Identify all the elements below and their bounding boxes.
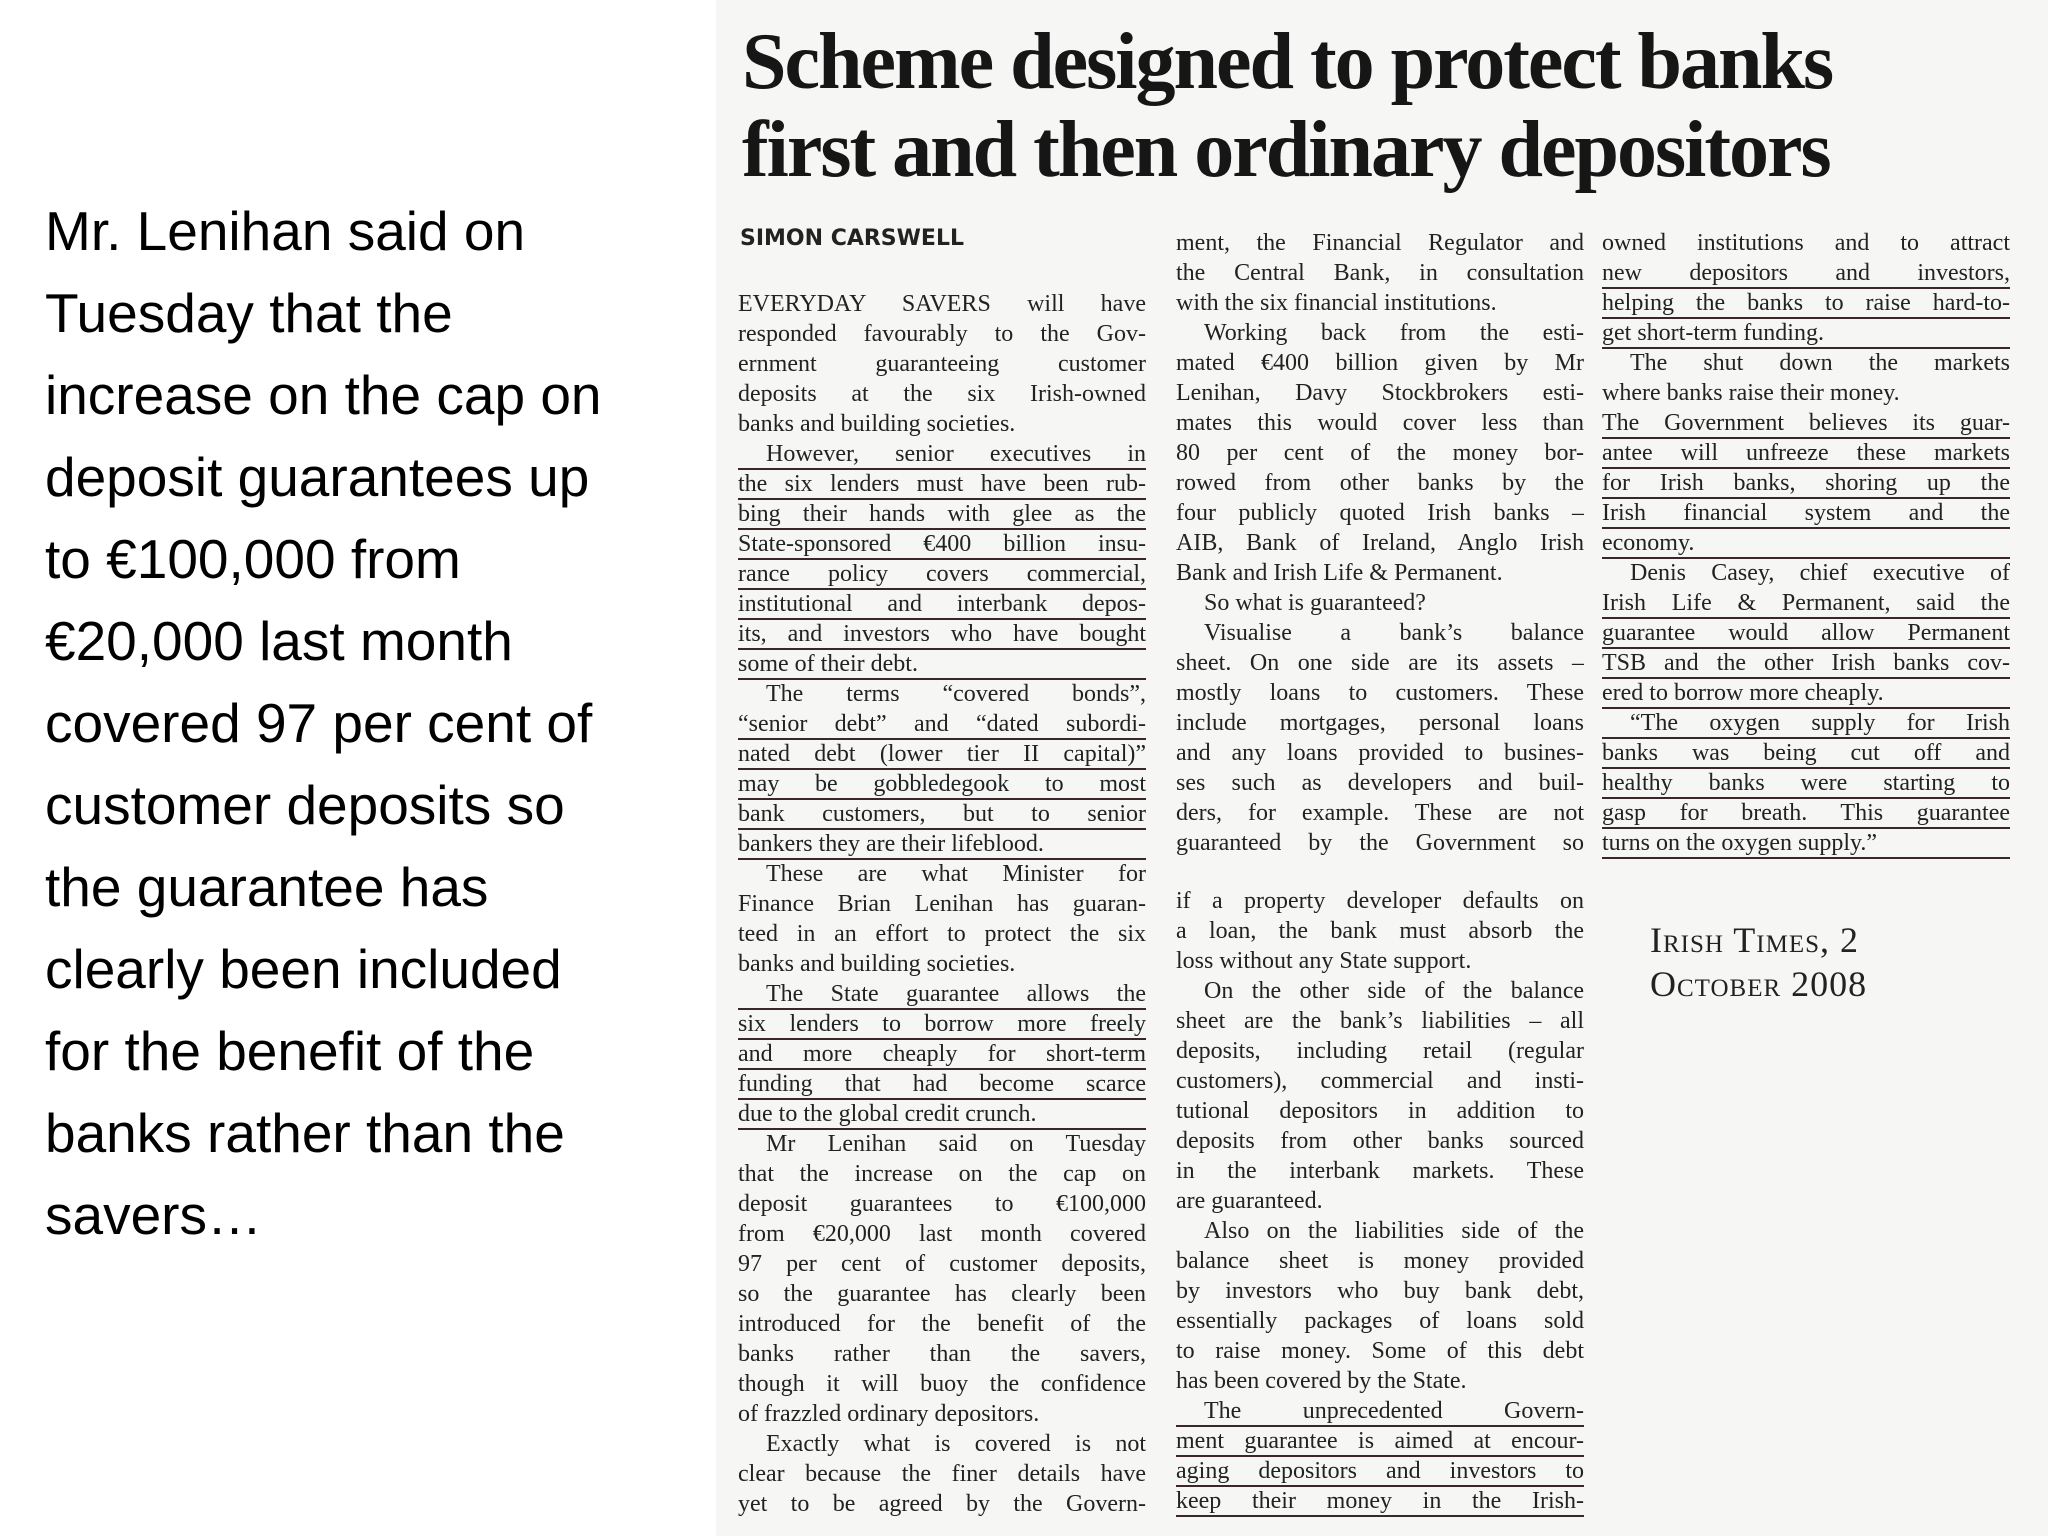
article-line: due to the global credit crunch. [738,1100,1146,1130]
article-line: balance sheet is money provided [1176,1248,1584,1274]
article-line: The terms “covered bonds”, [766,681,1146,707]
article-line: Lenihan, Davy Stockbrokers esti- [1176,380,1584,406]
article-line: banks and building societies. [738,951,1016,977]
article-line: ernment guaranteeing customer [738,351,1146,377]
article-line: keep their money in the Irish- [1176,1487,1584,1517]
article-line: a loan, the bank must absorb the [1176,918,1584,944]
article-line: deposits at the six Irish-owned [738,381,1146,407]
article-line: Visualise a bank’s balance [1204,620,1584,646]
article-line: that the increase on the cap on [738,1161,1146,1187]
quote-line: for the benefit of the [45,1020,535,1082]
slide-quote-text [45,190,705,1256]
article-line: State-sponsored €400 billion insu- [738,530,1146,560]
quote-line: deposit guarantees up [45,446,590,508]
article-line: nated debt (lower tier II capital)” [738,740,1146,770]
article-line: clear because the finer details have [738,1461,1146,1487]
article-line: ses such as developers and buil- [1176,770,1584,796]
article-line: ders, for example. These are not [1176,800,1584,826]
article-line: and any loans provided to busines- [1176,740,1584,766]
article-line: TSB and the other Irish banks cov- [1602,649,2010,679]
article-line: include mortgages, personal loans [1176,710,1584,736]
article-line: bankers they are their lifeblood. [738,830,1146,860]
article-line: sheet are the bank’s liabilities – all [1176,1008,1584,1034]
article-line: banks was being cut off and [1602,739,2010,769]
article-line: introduced for the benefit of the [738,1311,1146,1337]
article-line: Irish financial system and the [1602,499,2010,529]
article-line: deposits, including retail (regular [1176,1038,1584,1064]
article-line: 97 per cent of customer deposits, [738,1251,1146,1277]
article-line: the six lenders must have been rub- [738,470,1146,500]
source-citation [1650,918,1867,1006]
article-line: On the other side of the balance [1204,978,1584,1004]
article-line: four publicly quoted Irish banks – [1176,500,1584,526]
article-column-3 [1602,229,2010,859]
article-byline: SIMON CARSWELL [740,226,964,251]
quote-line: clearly been included [45,938,562,1000]
article-line: Also on the liabilities side of the [1204,1218,1584,1244]
article-line: so the guarantee has clearly been [738,1281,1146,1307]
article-line: funding that had become scarce [738,1070,1146,1100]
article-line: turns on the oxygen supply.” [1602,829,2010,859]
article-line: loss without any State support. [1176,948,1472,974]
article-line: banks and building societies. [738,411,1016,437]
quote-line: customer deposits so [45,774,565,836]
article-line: of frazzled ordinary depositors. [738,1401,1040,1427]
article-line: rance policy covers commercial, [738,560,1146,590]
article-line: Bank and Irish Life & Permanent. [1176,560,1503,586]
article-line: Irish Life & Permanent, said the [1602,589,2010,619]
article-line: responded favourably to the Gov- [738,321,1146,347]
article-line: mates this would cover less than [1176,410,1584,436]
article-line: has been covered by the State. [1176,1368,1467,1394]
quote-line: covered 97 per cent of [45,692,593,754]
article-line: mostly loans to customers. These [1176,680,1584,706]
article-line: guarantee would allow Permanent [1602,619,2010,649]
article-line: economy. [1602,529,2010,559]
article-line: ered to borrow more cheaply. [1602,679,2010,709]
article-line: However, senior executives in [738,440,1146,470]
article-line: gasp for breath. This guarantee [1602,799,2010,829]
article-line: are guaranteed. [1176,1188,1323,1214]
article-column-1 [738,290,1146,1520]
column-gap [1176,859,1584,887]
quote-line: savers… [45,1184,262,1246]
article-line: ment, the Financial Regulator and [1176,230,1584,256]
article-line: Mr Lenihan said on Tuesday [766,1131,1146,1157]
article-line: 80 per cent of the money bor- [1176,440,1584,466]
article-line: The State guarantee allows the [738,980,1146,1010]
article-line: “senior debt” and “dated subordi- [738,710,1146,740]
article-line: by investors who buy bank debt, [1176,1278,1584,1304]
article-line: if a property developer defaults on [1176,888,1584,914]
quote-line: banks rather than the [45,1102,565,1164]
article-line: These are what Minister for [766,861,1146,887]
article-line: some of their debt. [738,650,1146,680]
newspaper-clipping [716,0,2048,1536]
article-line: six lenders to borrow more freely [738,1010,1146,1040]
article-line: So what is guaranteed? [1204,590,1426,616]
quote-line: increase on the cap on [45,364,602,426]
article-line: antee will unfreeze these markets [1602,439,2010,469]
article-line: deposit guarantees to €100,000 [738,1191,1146,1217]
article-line: bank customers, but to senior [738,800,1146,830]
article-line: Working back from the esti- [1204,320,1584,346]
article-line: “The oxygen supply for Irish [1602,709,2010,739]
quote-line: the guarantee has [45,856,489,918]
article-line: deposits from other banks sourced [1176,1128,1584,1154]
article-line: in the interbank markets. These [1176,1158,1584,1184]
article-column-2 [1176,229,1584,1517]
headline-line: Scheme designed to protect banks [742,18,1833,106]
article-line: Denis Casey, chief executive of [1630,560,2010,586]
article-line: its, and investors who have bought [738,620,1146,650]
article-line: teed in an effort to protect the six [738,921,1146,947]
article-line: for Irish banks, shoring up the [1602,469,2010,499]
article-line: Exactly what is covered is not [766,1431,1146,1457]
article-line: helping the banks to raise hard-to- [1602,289,2010,319]
article-line: Finance Brian Lenihan has guaran- [738,891,1146,917]
article-line: aging depositors and investors to [1176,1457,1584,1487]
article-line: where banks raise their money. [1602,380,1900,406]
article-line: rowed from other banks by the [1176,470,1584,496]
article-line: EVERYDAY SAVERS will have [738,291,1146,317]
quote-line: €20,000 last month [45,610,513,672]
source-line: Irish Times, 2 [1650,920,1860,960]
article-headline [742,18,2032,194]
article-line: the Central Bank, in consultation [1176,260,1584,286]
article-line: ment guarantee is aimed at encour- [1176,1427,1584,1457]
article-line: The unprecedented Govern- [1176,1397,1584,1427]
article-line: banks rather than the savers, [738,1341,1146,1367]
article-line: tutional depositors in addition to [1176,1098,1584,1124]
headline-line: first and then ordinary depositors [742,106,1830,194]
article-line: bing their hands with glee as the [738,500,1146,530]
source-line: October 2008 [1650,964,1868,1004]
quote-line: to €100,000 from [45,528,461,590]
quote-line: Tuesday that the [45,282,453,344]
article-line: mated €400 billion given by Mr [1176,350,1584,376]
article-line: institutional and interbank depos- [738,590,1146,620]
article-line: sheet. On one side are its assets – [1176,650,1584,676]
article-line: though it will buoy the confidence [738,1371,1146,1397]
article-line: from €20,000 last month covered [738,1221,1146,1247]
article-line: to raise money. Some of this debt [1176,1338,1584,1364]
article-line: owned institutions and to attract [1602,230,2010,256]
article-line: guaranteed by the Government so [1176,830,1584,856]
article-line: The Government believes its guar- [1602,409,2010,439]
article-line: essentially packages of loans sold [1176,1308,1584,1334]
article-line: AIB, Bank of Ireland, Anglo Irish [1176,530,1584,556]
article-line: customers), commercial and insti- [1176,1068,1584,1094]
article-line: get short-term funding. [1602,319,2010,349]
quote-line: Mr. Lenihan said on [45,200,526,262]
article-line: healthy banks were starting to [1602,769,2010,799]
article-line: new depositors and investors, [1602,259,2010,289]
article-line: The shut down the markets [1630,350,2010,376]
article-line: and more cheaply for short-term [738,1040,1146,1070]
article-line: with the six financial institutions. [1176,290,1497,316]
article-line: yet to be agreed by the Govern- [738,1491,1146,1517]
article-line: may be gobbledegook to most [738,770,1146,800]
